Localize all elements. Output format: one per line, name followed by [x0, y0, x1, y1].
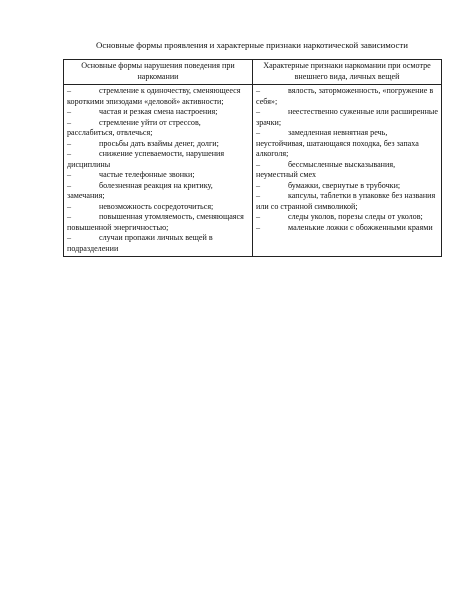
behavior-item-text: стремление уйти от стрессов, расслабиться, отвлечься;: [67, 117, 201, 137]
behavior-item-text: болезненная реакция на критику, замечания;: [67, 180, 213, 200]
behavior-item: [67, 86, 249, 107]
dash-bullet: –: [67, 117, 72, 127]
appearance-item: [256, 86, 438, 107]
appearance-item: [256, 128, 438, 160]
behavior-item: [67, 212, 249, 233]
dash-bullet: –: [67, 201, 72, 211]
dash-bullet: –: [67, 233, 72, 242]
document-title: Основные формы проявления и характерные признаки наркотической зависимости: [96, 40, 408, 50]
behavior-item-text: невозможность сосредоточиться;: [99, 201, 214, 211]
table-header-row: [64, 60, 442, 85]
behavior-item-text: частая и резкая смена настроения;: [99, 107, 218, 116]
appearance-item-text: вялость, заторможенность, «погружение в себя»;: [256, 86, 434, 106]
dash-bullet: –: [67, 107, 72, 116]
dash-bullet: –: [256, 159, 261, 169]
behavior-item-text: повышенная утомляемость, сменяющаяся повышенной энергичностью;: [67, 212, 244, 232]
dash-bullet: –: [256, 191, 261, 200]
behavior-item-text: случаи пропажи личных вещей в подразделении: [67, 233, 213, 253]
header-appearance: Характерные признаки наркомании при осмотре внешнего вида, личных вещей: [253, 60, 442, 85]
appearance-item: [256, 181, 438, 192]
appearance-item-text: бессмысленные высказывания, неуместный смех: [256, 159, 396, 179]
behavior-item: [67, 170, 249, 181]
appearance-item-text: бумажки, свернутые в трубочки;: [288, 180, 401, 190]
appearance-item: [256, 191, 438, 212]
appearance-list: [253, 85, 442, 257]
dash-bullet: –: [67, 86, 72, 95]
dash-bullet: –: [256, 128, 261, 137]
appearance-item-text: следы уколов, порезы следы от уколов;: [288, 212, 423, 221]
behavior-item-text: частые телефонные звонки;: [99, 170, 195, 179]
appearance-item-text: маленькие ложки с обожженными краями: [288, 222, 433, 232]
dash-bullet: –: [67, 170, 72, 179]
dash-bullet: –: [256, 86, 261, 95]
behavior-item: [67, 139, 249, 150]
dash-bullet: –: [67, 138, 72, 148]
appearance-item-text: капсулы, таблетки в упаковке без названия или со странной символикой;: [256, 191, 436, 211]
behavior-item-text: снижение успеваемости, нарушения дисциплины: [67, 149, 225, 169]
behavior-item-text: стремление к одиночеству, сменяющееся короткими эпизодами «деловой» активности;: [67, 86, 241, 106]
appearance-item: [256, 107, 438, 128]
behavior-list: [64, 85, 253, 257]
dash-bullet: –: [67, 149, 72, 158]
signs-table: [63, 59, 442, 257]
appearance-item-text: замедленная невнятная речь, неустойчивая, шатающаяся походка, без запаха алкоголя;: [256, 128, 419, 158]
behavior-item: [67, 202, 249, 213]
appearance-item: [256, 212, 438, 223]
dash-bullet: –: [67, 180, 72, 190]
appearance-item: [256, 160, 438, 181]
behavior-item: [67, 118, 249, 139]
behavior-item: [67, 233, 249, 254]
behavior-item: [67, 149, 249, 170]
appearance-item-text: неестественно суженные или расширенные зрачки;: [256, 107, 438, 127]
behavior-item: [67, 107, 249, 118]
table-body-row: [64, 85, 442, 257]
appearance-item: [256, 223, 438, 234]
dash-bullet: –: [67, 212, 72, 221]
header-behavior: Основные формы нарушения поведения при наркомании: [64, 60, 253, 85]
behavior-item: [67, 181, 249, 202]
dash-bullet: –: [256, 212, 261, 221]
dash-bullet: –: [256, 107, 261, 116]
dash-bullet: –: [256, 180, 261, 190]
dash-bullet: –: [256, 222, 261, 232]
behavior-item-text: просьбы дать взаймы денег, долги;: [99, 138, 219, 148]
